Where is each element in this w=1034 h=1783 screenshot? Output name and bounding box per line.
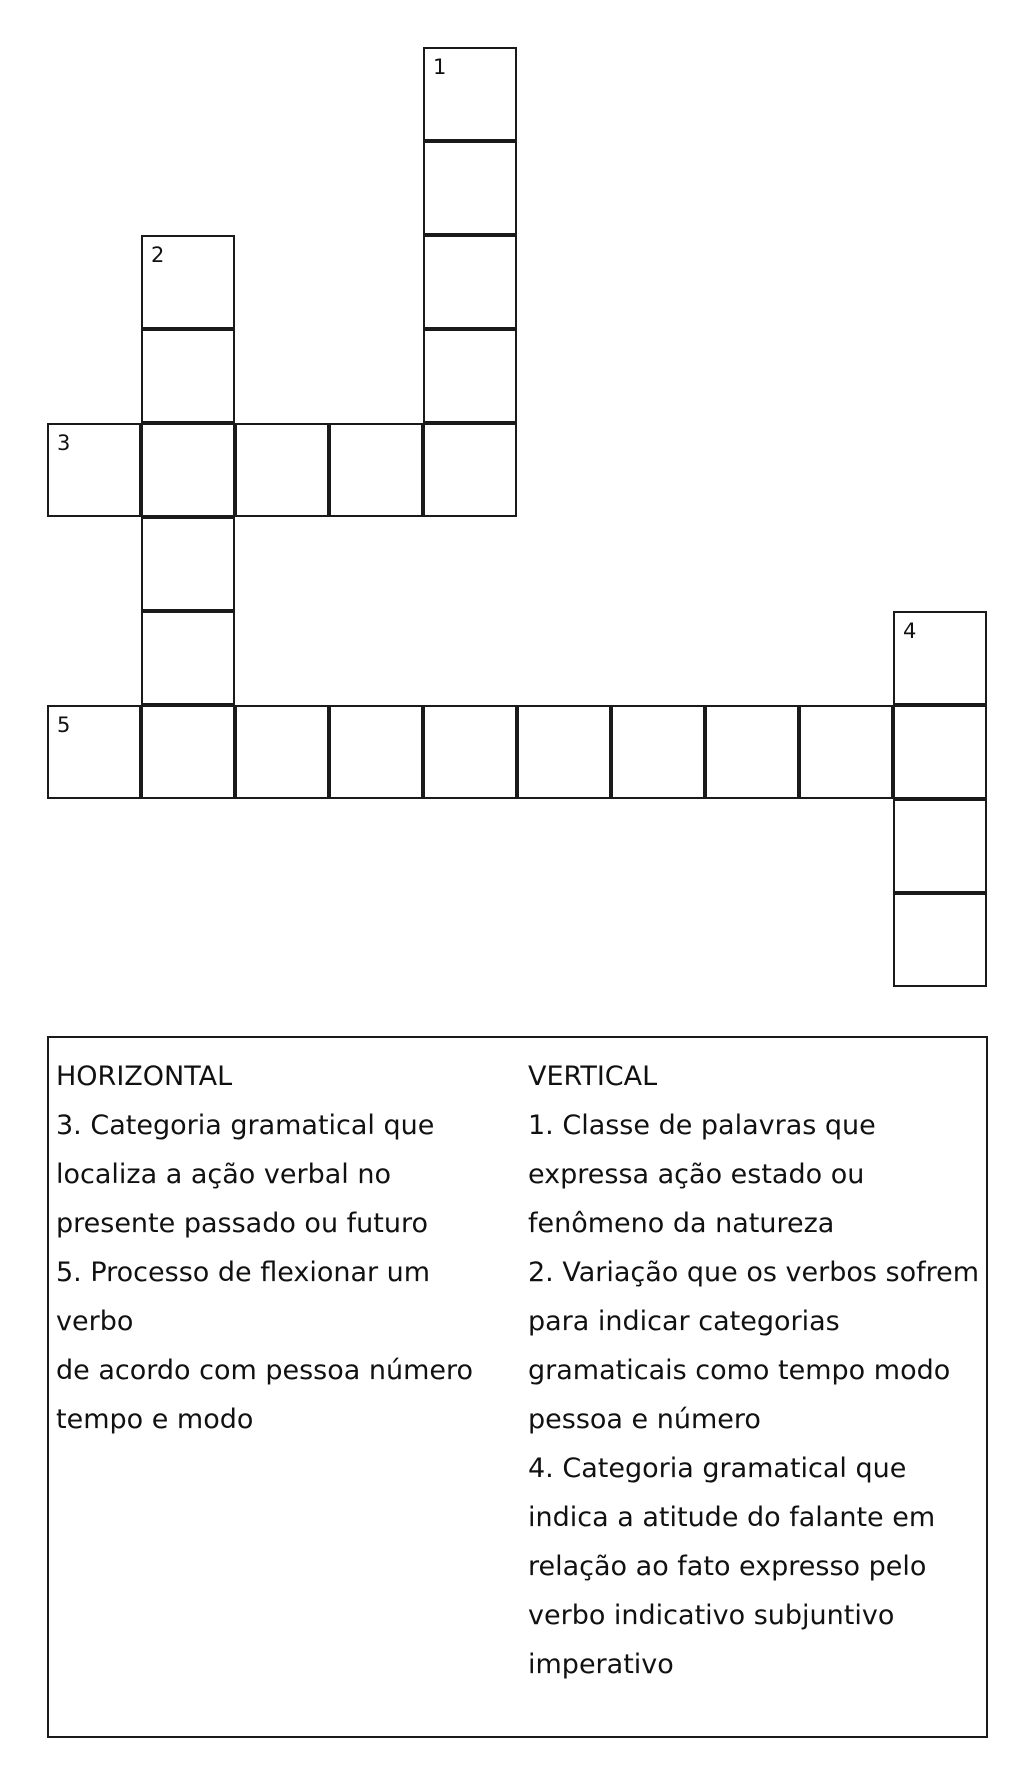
clue-number: 2 bbox=[151, 243, 165, 267]
clue-line: localiza a ação verbal no bbox=[56, 1159, 391, 1190]
clue-line: 5. Processo de flexionar um verbo bbox=[56, 1257, 431, 1337]
clue-line: 3. Categoria gramatical que bbox=[56, 1110, 435, 1141]
clue-number: 3 bbox=[57, 431, 71, 455]
clue-line: 1. Classe de palavras que bbox=[528, 1110, 876, 1141]
clue-number: 5 bbox=[57, 713, 71, 737]
crossword-cell[interactable] bbox=[893, 611, 987, 705]
clue-line: tempo e modo bbox=[56, 1404, 254, 1435]
clue-number: 4 bbox=[903, 619, 917, 643]
crossword-cell[interactable] bbox=[235, 705, 329, 799]
crossword-cell[interactable] bbox=[329, 705, 423, 799]
crossword-cell[interactable] bbox=[611, 705, 705, 799]
clue-line: 2. Variação que os verbos sofrem bbox=[528, 1257, 980, 1288]
vertical-heading: VERTICAL bbox=[528, 1061, 658, 1092]
clue-line: gramaticais como tempo modo bbox=[528, 1355, 951, 1386]
crossword-cell[interactable] bbox=[423, 423, 517, 517]
crossword-cell[interactable] bbox=[799, 705, 893, 799]
clues-box bbox=[47, 1036, 988, 1738]
crossword-cell[interactable] bbox=[47, 705, 141, 799]
clue-line: verbo indicativo subjuntivo bbox=[528, 1600, 895, 1631]
crossword-cell[interactable] bbox=[141, 423, 235, 517]
crossword-cell[interactable] bbox=[705, 705, 799, 799]
clue-line: fenômeno da natureza bbox=[528, 1208, 835, 1239]
crossword-cell[interactable] bbox=[141, 517, 235, 611]
crossword-cell[interactable] bbox=[423, 235, 517, 329]
clue-line: para indicar categorias bbox=[528, 1306, 840, 1337]
clue-line: expressa ação estado ou bbox=[528, 1159, 865, 1190]
crossword-cell[interactable] bbox=[141, 235, 235, 329]
clue-line: pessoa e número bbox=[528, 1404, 761, 1435]
clue-line: presente passado ou futuro bbox=[56, 1208, 428, 1239]
crossword-cell[interactable] bbox=[423, 705, 517, 799]
crossword-cell[interactable] bbox=[893, 799, 987, 893]
clue-line: 4. Categoria gramatical que bbox=[528, 1453, 907, 1484]
clue-line: indica a atitude do falante em bbox=[528, 1502, 936, 1533]
crossword-cell[interactable] bbox=[893, 893, 987, 987]
crossword-cell[interactable] bbox=[47, 423, 141, 517]
crossword-cell[interactable] bbox=[141, 705, 235, 799]
vertical-clues bbox=[528, 1052, 983, 1689]
crossword-cell[interactable] bbox=[517, 705, 611, 799]
clue-line: relação ao fato expresso pelo bbox=[528, 1551, 927, 1582]
crossword-cell[interactable] bbox=[141, 329, 235, 423]
crossword-cell[interactable] bbox=[423, 141, 517, 235]
crossword-cell[interactable] bbox=[141, 611, 235, 705]
crossword-cell[interactable] bbox=[893, 705, 987, 799]
crossword-cell[interactable] bbox=[423, 47, 517, 141]
clue-number: 1 bbox=[433, 55, 447, 79]
crossword-cell[interactable] bbox=[329, 423, 423, 517]
clue-line: imperativo bbox=[528, 1649, 674, 1680]
horizontal-clues bbox=[56, 1052, 511, 1444]
horizontal-heading: HORIZONTAL bbox=[56, 1061, 233, 1092]
crossword-cell[interactable] bbox=[423, 329, 517, 423]
crossword-cell[interactable] bbox=[235, 423, 329, 517]
clue-line: de acordo com pessoa número bbox=[56, 1355, 474, 1386]
